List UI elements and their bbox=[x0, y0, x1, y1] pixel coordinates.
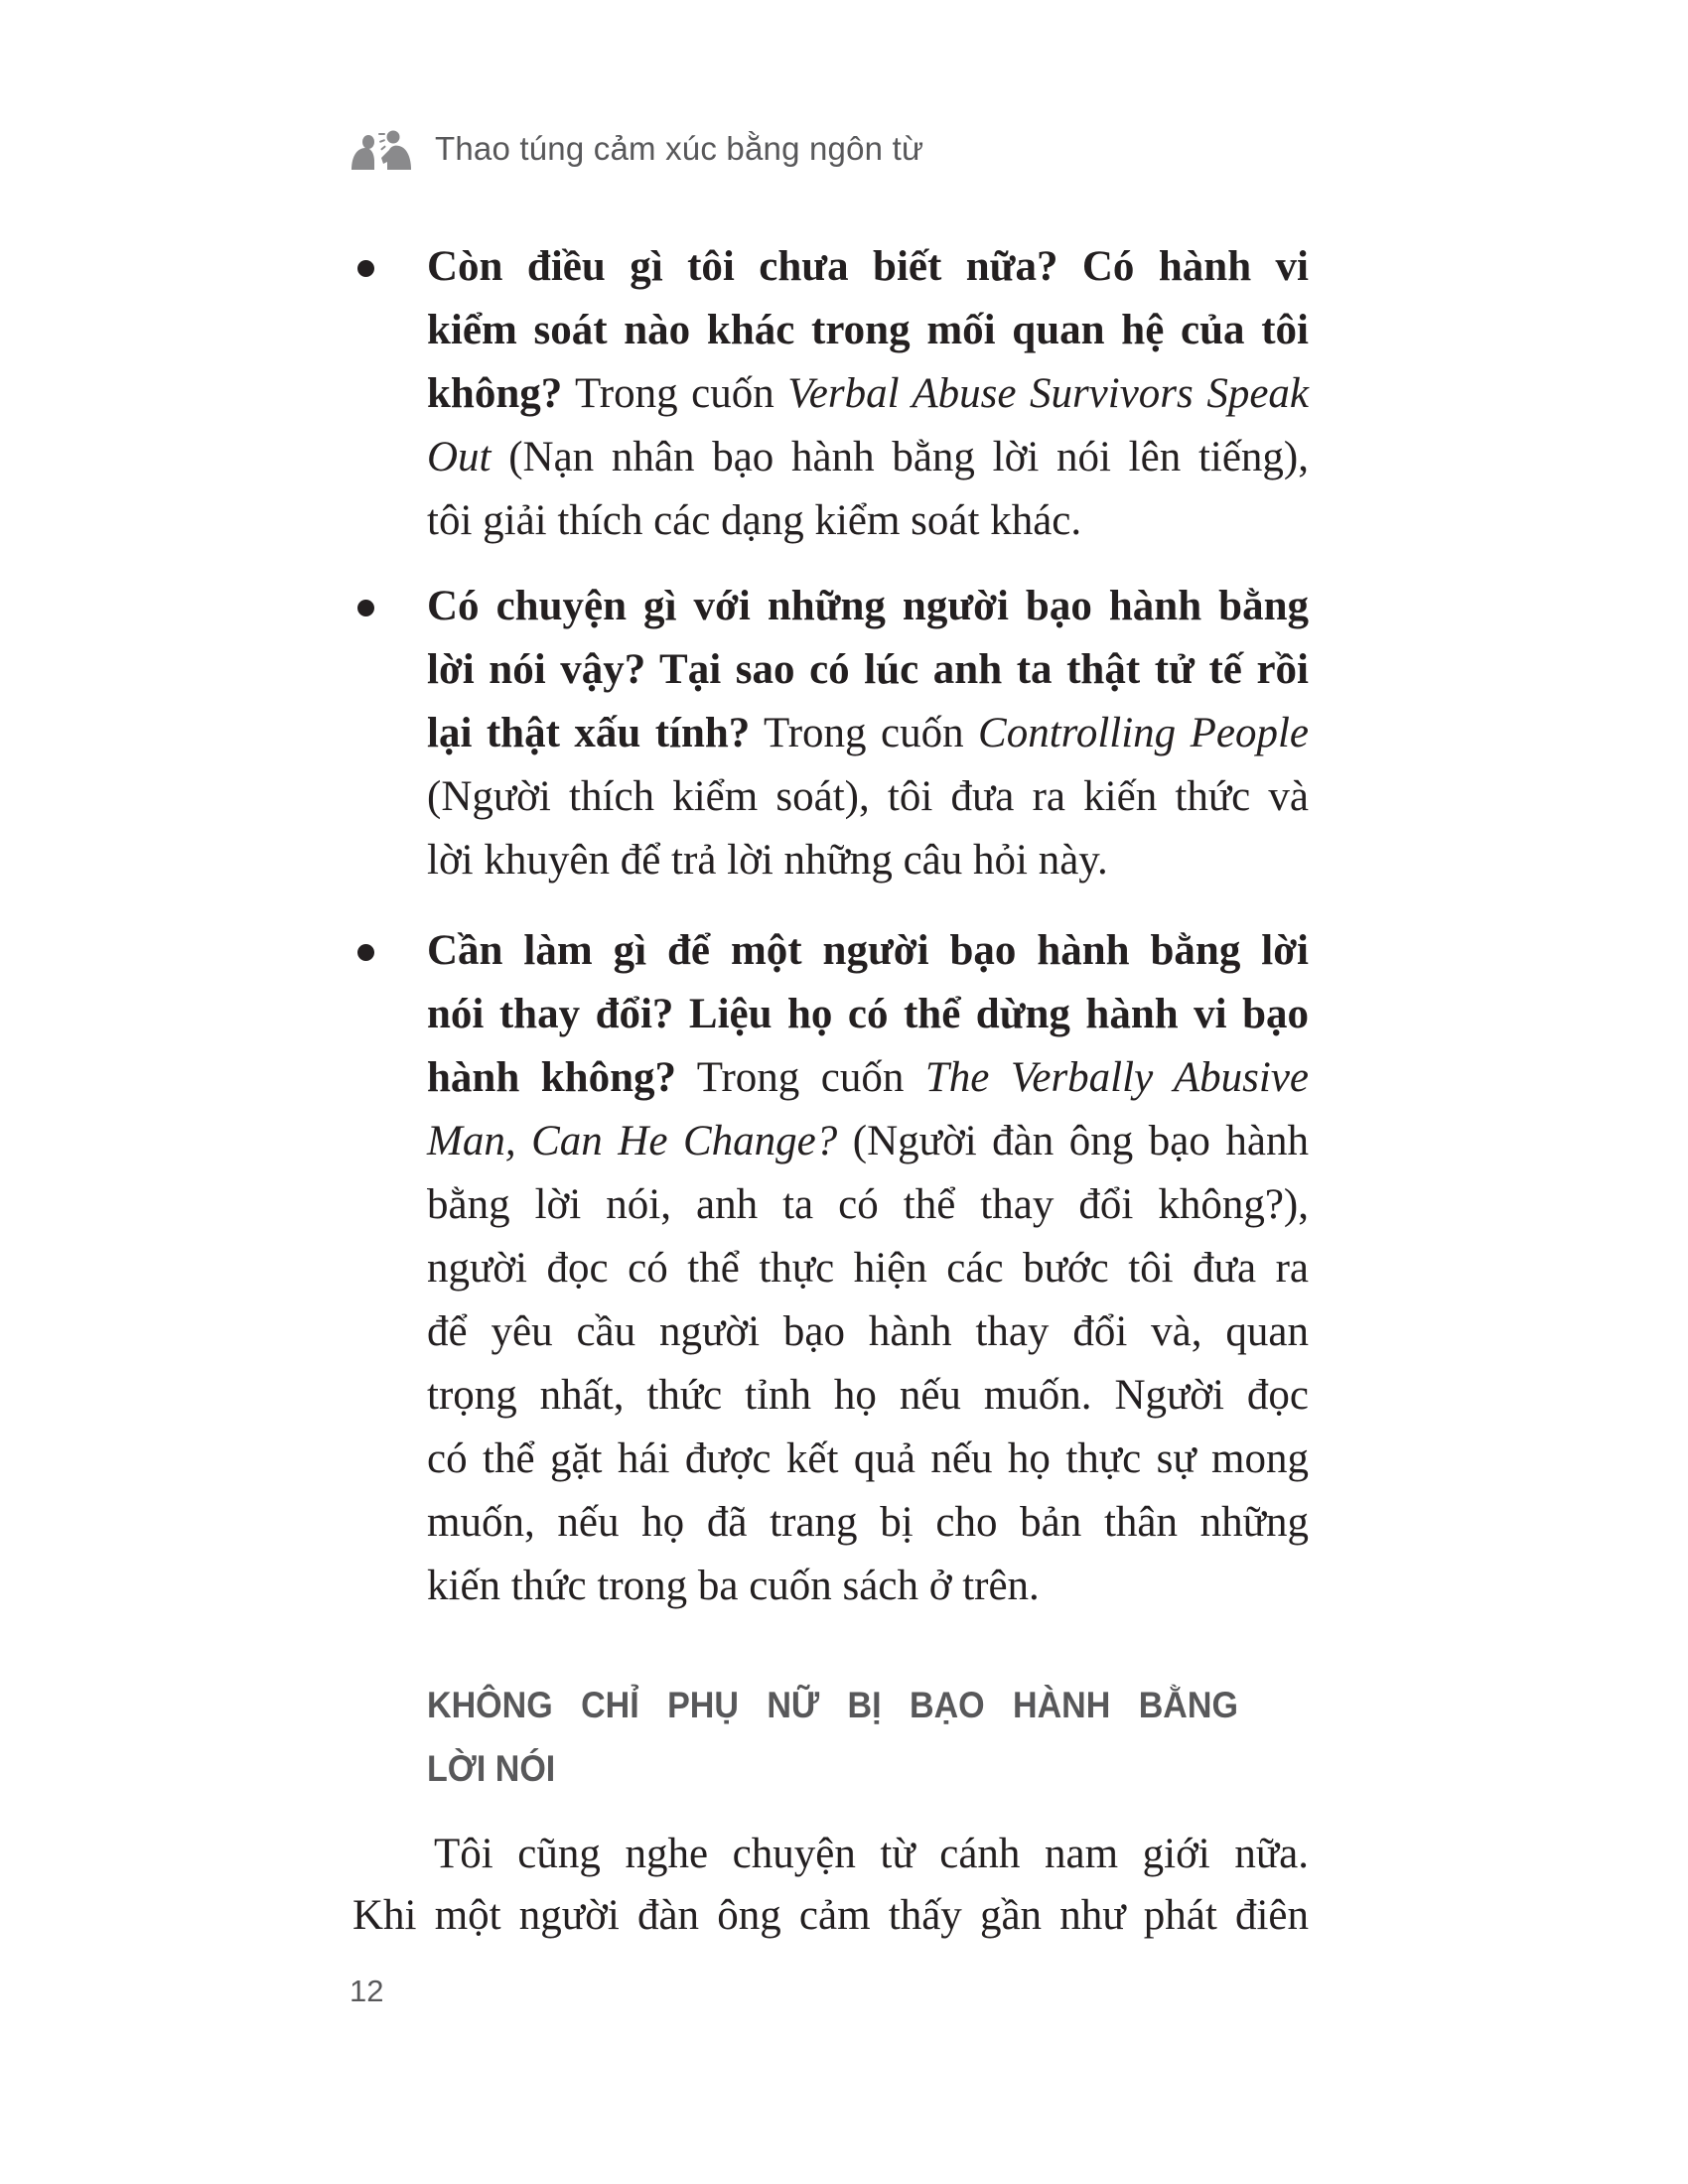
question-bold: Cần làm gì để một người bạo hành bằng lời bbox=[427, 927, 1309, 974]
paragraph-line: Tôi cũng nghe chuyện từ cánh nam giới nữa. bbox=[434, 1831, 1309, 1877]
bullet-1-line bbox=[427, 489, 1309, 553]
bullet-3-line bbox=[427, 1428, 1309, 1491]
text-run: Trong cuốn bbox=[750, 710, 979, 756]
bullet-2-line bbox=[427, 829, 1309, 892]
question-bold: Còn điều gì tôi chưa biết nữa? Có hành vi bbox=[427, 243, 1309, 290]
text-run: để yêu cầu người bạo hành thay đổi và, quan bbox=[427, 1308, 1309, 1355]
running-header-title: Thao túng cảm xúc bằng ngôn từ bbox=[435, 130, 924, 167]
bullet-2-line bbox=[427, 638, 1309, 702]
section-heading-line: KHÔNG CHỈ PHỤ NỮ BỊ BẠO HÀNH BẰNG bbox=[427, 1685, 1238, 1725]
bullet-3-line bbox=[427, 919, 1309, 983]
bullet-1-line bbox=[427, 426, 1309, 489]
question-bold: Có chuyện gì với những người bạo hành bằng bbox=[427, 583, 1309, 629]
text-run: (Người thích kiểm soát), tôi đưa ra kiến thức và bbox=[427, 773, 1309, 820]
book-title-italic: Man, Can He Change? bbox=[427, 1118, 838, 1164]
question-bold: nói thay đổi? Liệu họ có thể dừng hành vi bạo bbox=[427, 991, 1309, 1037]
bullet-1-line bbox=[427, 362, 1309, 426]
question-bold: hành không? bbox=[427, 1054, 676, 1101]
question-bold: kiểm soát nào khác trong mối quan hệ của tôi bbox=[427, 307, 1309, 353]
text-run: tôi giải thích các dạng kiểm soát khác. bbox=[427, 497, 1082, 544]
bullet-3-line bbox=[427, 1364, 1309, 1428]
running-header bbox=[348, 127, 923, 171]
question-bold: lời nói vậy? Tại sao có lúc anh ta thật tử tế rồi bbox=[427, 646, 1309, 693]
bullet-3-line bbox=[427, 1173, 1309, 1237]
book-title-italic: Out bbox=[427, 434, 492, 480]
bullet-dot-icon bbox=[357, 600, 374, 616]
bullet-3-line bbox=[427, 1046, 1309, 1110]
two-people-shouting-icon bbox=[348, 128, 417, 170]
book-title-italic: Controlling People bbox=[978, 710, 1309, 756]
bullet-3-line bbox=[427, 983, 1309, 1046]
text-run: (Người đàn ông bạo hành bbox=[837, 1118, 1310, 1164]
bullet-3-line bbox=[427, 1555, 1309, 1618]
bullet-3-line bbox=[427, 1110, 1309, 1173]
text-run: bằng lời nói, anh ta có thể thay đổi không?), bbox=[427, 1181, 1309, 1228]
bullet-3-line bbox=[427, 1300, 1309, 1364]
bullet-dot-icon bbox=[357, 260, 374, 277]
text-run: kiến thức trong ba cuốn sách ở trên. bbox=[427, 1563, 1040, 1609]
text-run: muốn, nếu họ đã trang bị cho bản thân những bbox=[427, 1499, 1309, 1546]
bullet-dot-icon bbox=[357, 944, 374, 961]
bullet-1-line bbox=[427, 299, 1309, 362]
text-run: (Nạn nhân bạo hành bằng lời nói lên tiếng), bbox=[491, 434, 1309, 480]
text-run: Trong cuốn bbox=[562, 370, 788, 417]
bullet-2-line bbox=[427, 575, 1309, 638]
bullet-2-line bbox=[427, 765, 1309, 829]
text-run: lời khuyên để trả lời những câu hỏi này. bbox=[427, 837, 1108, 884]
bullet-2-line bbox=[427, 702, 1309, 765]
bullet-3-line bbox=[427, 1491, 1309, 1555]
section-heading-line: LỜI NÓI bbox=[427, 1748, 556, 1789]
question-bold: không? bbox=[427, 370, 563, 417]
bullet-1-line bbox=[427, 235, 1309, 299]
question-bold: lại thật xấu tính? bbox=[427, 710, 751, 756]
page-number: 12 bbox=[350, 1974, 384, 2008]
paragraph-line: Khi một người đàn ông cảm thấy gần như phát điên bbox=[352, 1892, 1309, 1939]
text-run: người đọc có thể thực hiện các bước tôi đưa ra bbox=[427, 1245, 1309, 1292]
book-title-italic: The Verbally Abusive bbox=[924, 1054, 1309, 1101]
bullet-3-line bbox=[427, 1237, 1309, 1300]
text-run: trọng nhất, thức tỉnh họ nếu muốn. Người đọc bbox=[427, 1372, 1309, 1419]
text-run: Trong cuốn bbox=[675, 1054, 925, 1101]
text-run: có thể gặt hái được kết quả nếu họ thực sự mong bbox=[427, 1435, 1309, 1482]
book-title-italic: Verbal Abuse Survivors Speak bbox=[787, 370, 1309, 417]
